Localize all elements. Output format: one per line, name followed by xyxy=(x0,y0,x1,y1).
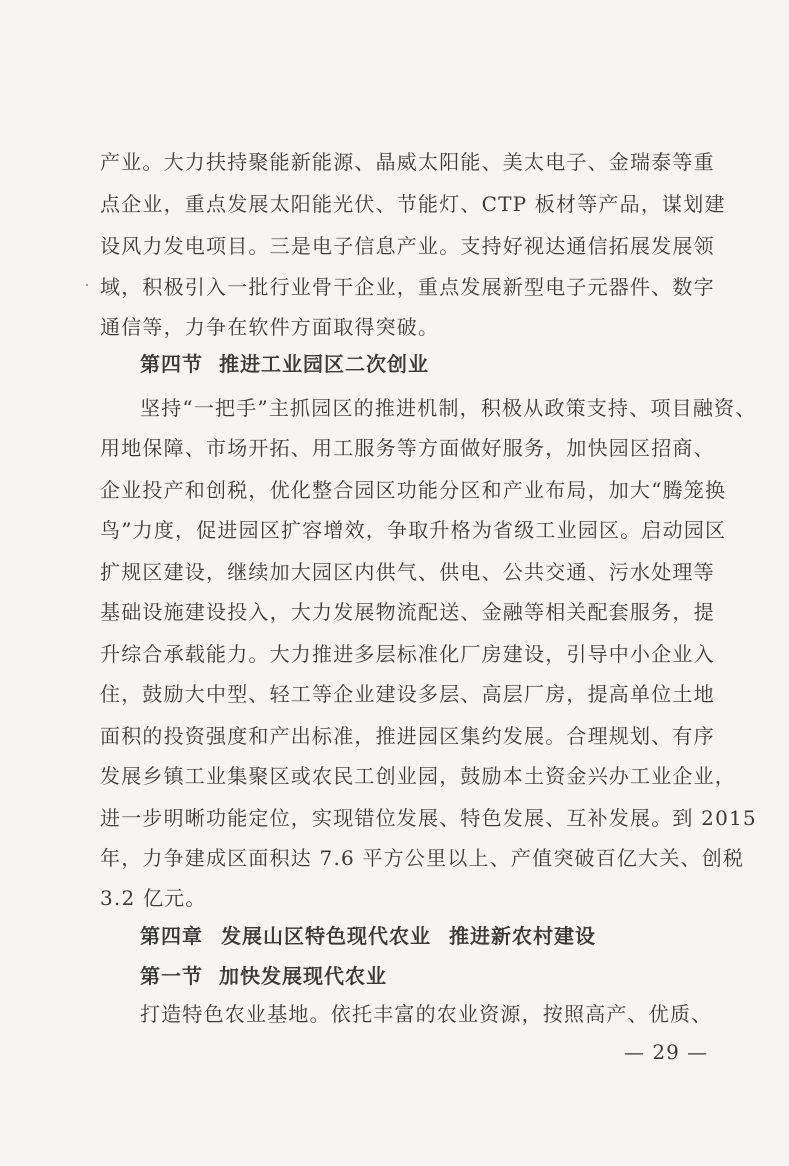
section-label: 第四节 xyxy=(140,352,203,376)
paragraph-line: 面积的投资强度和产出标准，推进园区集约发展。合理规划、有序 xyxy=(100,724,715,748)
chapter-title-part-a: 发展山区特色现代农业 xyxy=(221,924,431,948)
page-number: — 29 — xyxy=(624,1040,709,1064)
paragraph-line: 年，力争建成区面积达 7.6 平方公里以上、产值突破百亿大关、创税 xyxy=(100,846,745,870)
section-heading-1 xyxy=(140,962,700,990)
paragraph-line: 通信等，力争在软件方面取得突破。 xyxy=(100,315,440,339)
section-title: 加快发展现代农业 xyxy=(219,964,387,988)
paragraph-line: 企业投产和创税，优化整合园区功能分区和产业布局，加大“腾笼换 xyxy=(100,478,727,502)
paragraph-line: 打造特色农业基地。依托丰富的农业资源，按照高产、优质、 xyxy=(140,1002,713,1026)
paragraph-line: 用地保障、市场开拓、用工服务等方面做好服务，加快园区招商、 xyxy=(100,436,715,460)
paragraph-line: 3.2 亿元。 xyxy=(100,886,207,910)
paragraph-line: 域，积极引入一批行业骨干企业，重点发展新型电子元器件、数字 xyxy=(100,275,715,299)
paragraph-line: 产业。大力扶持聚能新能源、晶威太阳能、美太电子、金瑞泰等重 xyxy=(100,150,715,174)
paragraph-line: 升综合承载能力。大力推进多层标准化厂房建设，引导中小企业入 xyxy=(100,642,715,666)
chapter-heading-4 xyxy=(140,922,700,950)
paragraph-line: 设风力发电项目。三是电子信息产业。支持好视达通信拓展发展领 xyxy=(100,234,715,258)
chapter-title-part-b: 推进新农村建设 xyxy=(449,924,596,948)
paragraph-line: 住，鼓励大中型、轻工等企业建设多层、高层厂房，提高单位土地 xyxy=(100,682,715,706)
section-label: 第一节 xyxy=(140,964,203,988)
paragraph-line: 扩规区建设，继续加大园区内供气、供电、公共交通、污水处理等 xyxy=(100,560,715,584)
section-title: 推进工业园区二次创业 xyxy=(219,352,429,376)
section-heading-4 xyxy=(140,350,700,378)
paragraph-line: 点企业，重点发展太阳能光伏、节能灯、CTP 板材等产品，谋划建 xyxy=(100,192,726,216)
scan-speck xyxy=(86,284,88,286)
paragraph-line: 基础设施建设投入，大力发展物流配送、金融等相关配套服务，提 xyxy=(100,600,715,624)
paragraph-line: 鸟”力度，促进园区扩容增效，争取升格为省级工业园区。启动园区 xyxy=(100,518,727,542)
paragraph-line: 发展乡镇工业集聚区或农民工创业园，鼓励本土资金兴办工业企业， xyxy=(100,764,736,788)
paragraph-line: 坚持“一把手”主抓园区的推进机制，积极从政策支持、项目融资、 xyxy=(140,396,757,420)
chapter-label: 第四章 xyxy=(140,924,203,948)
paragraph-line: 进一步明晰功能定位，实现错位发展、特色发展、互补发展。到 2015 xyxy=(100,806,757,830)
